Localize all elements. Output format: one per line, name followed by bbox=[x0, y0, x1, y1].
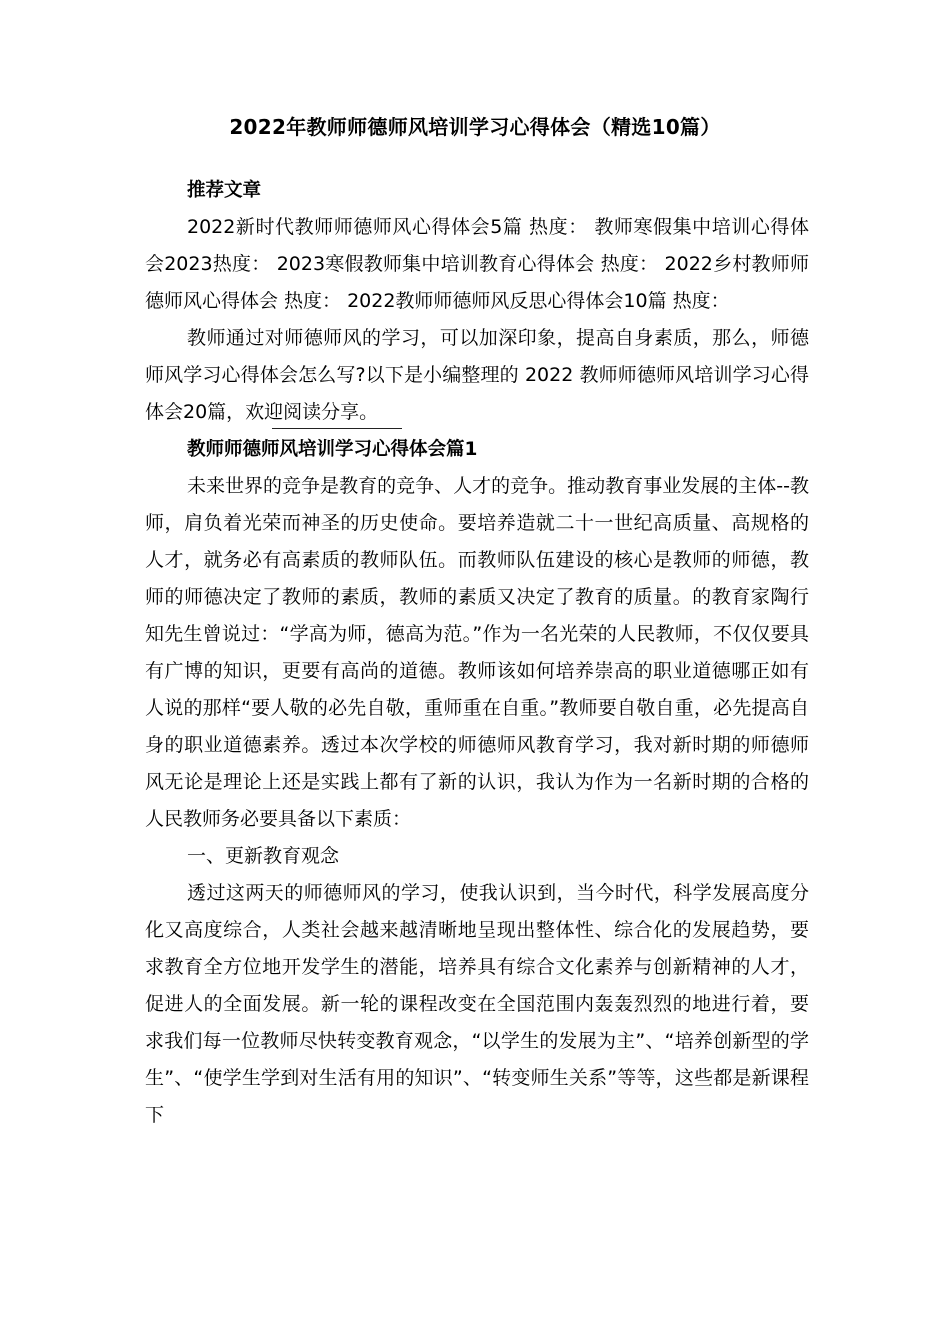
intro-paragraph: 教师通过对师德师风的学习，可以加深印象，提高自身素质，那么，师德师风学习心得体会怎么写?以下是小编整理的 2022 教师师德师风培训学习心得体会20篇，欢迎阅读分享。 bbox=[145, 327, 809, 423]
underline-mark bbox=[272, 428, 402, 429]
document-title: 2022年教师师德师风培训学习心得体会（精选10篇） bbox=[229, 115, 721, 139]
recommended-articles-heading: 推荐文章 bbox=[187, 180, 262, 201]
section-heading-part-1: 教师师德师风培训学习心得体会篇1 bbox=[187, 439, 478, 460]
body-paragraph: 透过这两天的师德师风的学习，使我认识到，当今时代，科学发展高度分化又高度综合，人类社会越来越清晰地呈现出整体性、综合化的发展趋势，要求教育全方位地开发学生的潜能，培养具有综合文化素养与创新精神的人才，促进人的全面发展。新一轮的课程改变在全国范围内轰轰烈烈的地进行着，要求我们每一位教师尽快转变教育观念，“以学生的发展为主”、“培养创新型的学生”、“使学生学到对生活有用的知识”、“转变师生关系”等等，这些都是新课程下 bbox=[145, 882, 809, 1126]
recommended-articles-list: 2022新时代教师师德师风心得体会5篇 热度： 教师寒假集中培训心得体会2023热度： 2023寒假教师集中培训教育心得体会 热度： 2022乡村教师师德师风心得体会 热度： 2022教师师德师风反思心得体会10篇 热度： bbox=[145, 216, 809, 312]
document-body bbox=[145, 172, 809, 1134]
subsection-heading: 一、更新教育观念 bbox=[187, 845, 340, 867]
body-paragraph: 未来世界的竞争是教育的竞争、人才的竞争。推动教育事业发展的主体--教师，肩负着光荣而神圣的历史使命。要培养造就二十一世纪高质量、高规格的人才，就务必有高素质的教师队伍。而教师队伍建设的核心是教师的师德，教师的师德决定了教师的素质，教师的素质又决定了教育的质量。的教育家陶行知先生曾说过：“学高为师，德高为范。”作为一名光荣的人民教师，不仅仅要具有广博的知识，更要有高尚的道德。教师该如何培养崇高的职业道德哪正如有人说的那样“要人敬的必先自敬，重师重在自重。”教师要自敬自重，必先提高自身的职业道德素养。透过本次学校的师德师风教育学习，我对新时期的师德师风无论是理论上还是实践上都有了新的认识，我认为作为一名新时期的合格的人民教师务必要具备以下素质： bbox=[145, 475, 809, 830]
